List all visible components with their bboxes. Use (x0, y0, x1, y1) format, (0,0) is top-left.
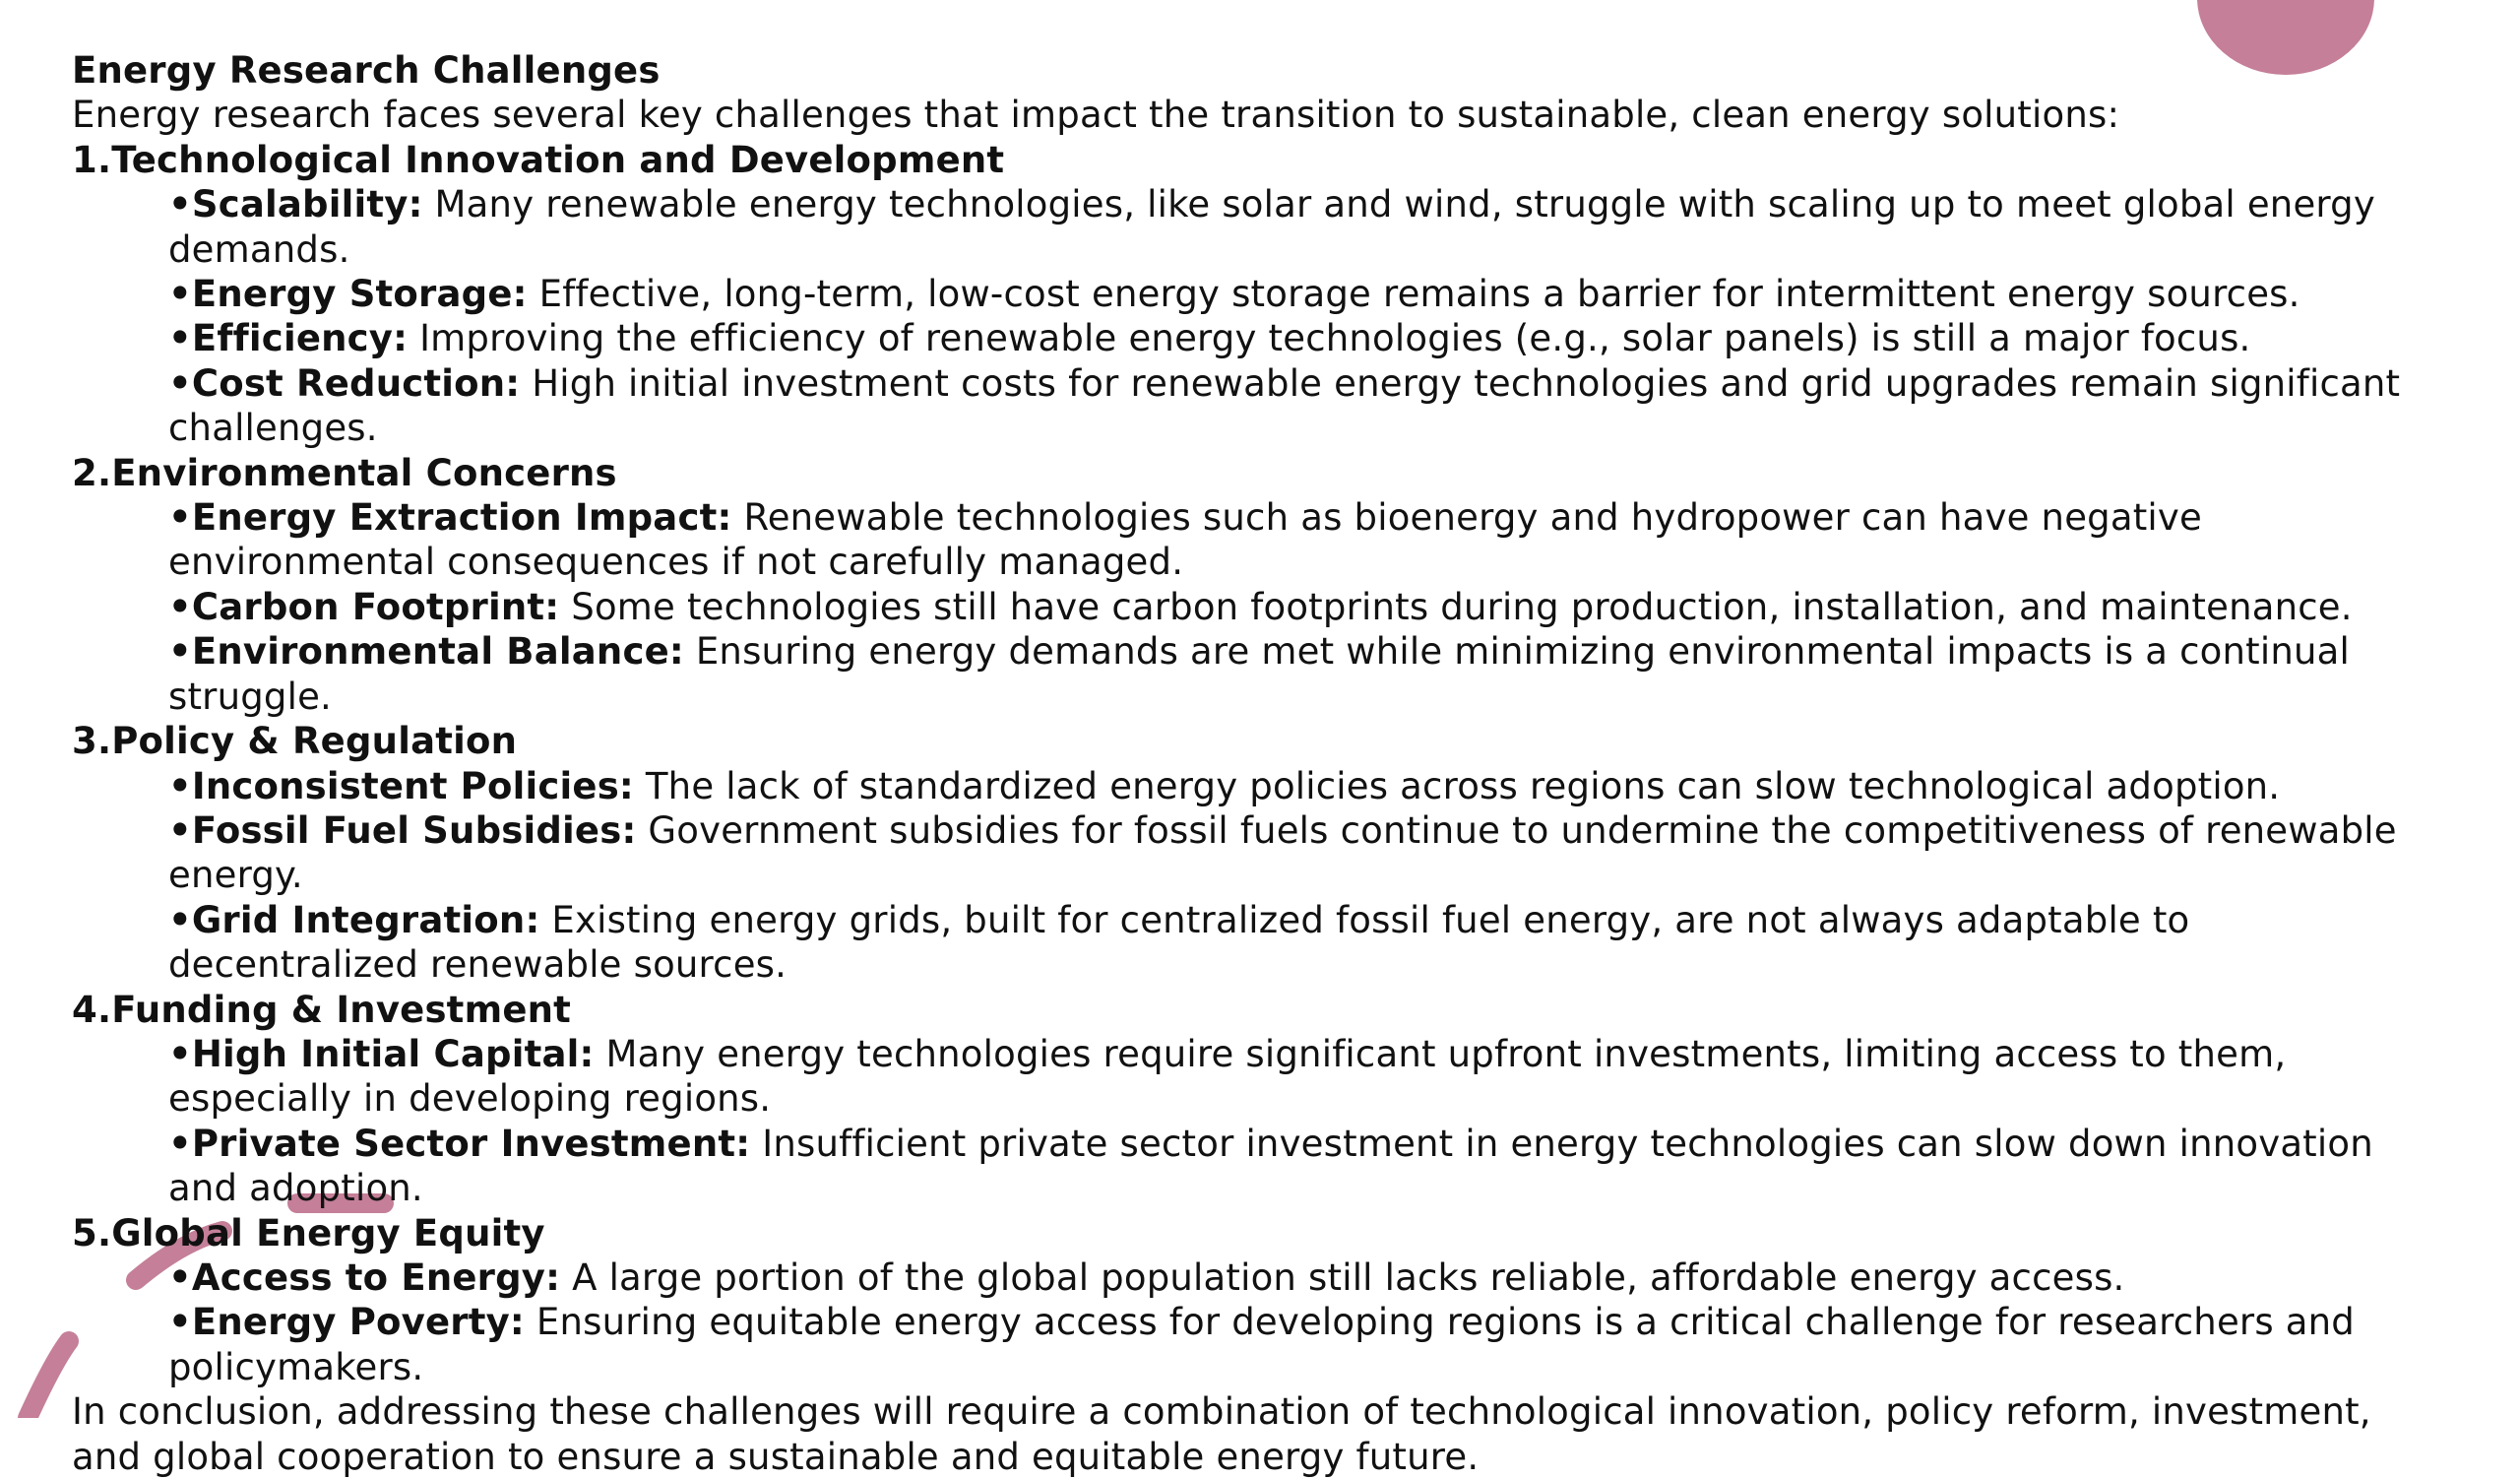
bullet-list (72, 1255, 2415, 1389)
list-item (168, 316, 2415, 360)
list-item (168, 361, 2415, 451)
brush-stroke-lower-left (28, 1341, 69, 1418)
bullet-icon: • (168, 1122, 192, 1165)
list-item (168, 495, 2415, 585)
item-text: A large portion of the global population still lacks reliable, affordable energy access. (560, 1255, 2125, 1299)
bullet-list (72, 182, 2415, 450)
bullet-icon: • (168, 183, 192, 226)
item-label: Energy Poverty: (191, 1301, 525, 1344)
bullet-list (72, 764, 2415, 988)
item-text: Insufficient private sector investment in energy technologies can slow down innovation and adoption. (168, 1122, 2373, 1210)
item-text: Many energy technologies require significant upfront investments, limiting access to them, especially in developing regions. (168, 1032, 2287, 1121)
section-global-energy-equity (72, 1211, 2415, 1390)
item-text: High initial investment costs for renewable energy technologies and grid upgrades remain significant challenges. (168, 361, 2401, 450)
bullet-icon: • (168, 361, 192, 405)
list-item (168, 1122, 2415, 1211)
item-label: Efficiency: (191, 317, 409, 360)
item-text: Improving the efficiency of renewable energy technologies (e.g., solar panels) is still a major focus. (408, 317, 2251, 360)
section-heading: 1.Technological Innovation and Development (72, 138, 1005, 181)
item-label: Carbon Footprint: (191, 585, 560, 628)
list-item (168, 764, 2415, 808)
list-item (168, 629, 2415, 719)
list-item (168, 1300, 2415, 1389)
list-item (168, 585, 2415, 629)
item-label: Scalability: (191, 183, 423, 226)
item-text: Ensuring energy demands are met while minimizing environmental impacts is a continual struggle. (168, 630, 2351, 718)
bullet-list (72, 1032, 2415, 1211)
bullet-icon: • (168, 630, 192, 674)
item-text: Renewable technologies such as bioenergy and hydropower can have negative environmental consequences if not carefully managed. (168, 496, 2202, 584)
conclusion-text: In conclusion, addressing these challenges will require a combination of technological innovation, policy reform, investment, and global cooperation to ensure a sustainable and equitable energy future. (72, 1390, 2371, 1478)
item-label: Cost Reduction: (191, 361, 521, 405)
item-label: Grid Integration: (191, 898, 540, 941)
item-label: Energy Extraction Impact: (191, 496, 732, 540)
list-item (168, 1032, 2415, 1122)
item-label: Access to Energy: (191, 1255, 561, 1299)
item-label: Fossil Fuel Subsidies: (191, 808, 637, 852)
bullet-icon: • (168, 1032, 192, 1075)
section-technological-innovation (72, 138, 2415, 451)
list-item (168, 182, 2415, 272)
section-policy-regulation (72, 719, 2415, 987)
bullet-icon: • (168, 317, 192, 360)
item-text: Effective, long-term, low-cost energy storage remains a barrier for intermittent energy sources. (527, 273, 2300, 316)
item-label: Energy Storage: (191, 273, 528, 316)
section-heading: 4.Funding & Investment (72, 988, 572, 1031)
section-environmental-concerns (72, 451, 2415, 719)
item-label: High Initial Capital: (191, 1032, 595, 1075)
bullet-icon: • (168, 898, 192, 941)
list-item (168, 1255, 2415, 1300)
item-text: Ensuring equitable energy access for developing regions is a critical challenge for researchers and policymakers. (168, 1301, 2355, 1388)
item-text: The lack of standardized energy policies across regions can slow technological adoption. (633, 764, 2281, 807)
bullet-icon: • (168, 1255, 192, 1299)
bullet-icon: • (168, 1301, 192, 1344)
list-item (168, 808, 2415, 898)
section-heading: 2.Environmental Concerns (72, 451, 617, 494)
list-item (168, 898, 2415, 988)
item-label: Private Sector Investment: (191, 1122, 751, 1165)
item-text: Some technologies still have carbon footprints during production, installation, and maintenance. (559, 585, 2353, 628)
slide-title: Energy Research Challenges (72, 49, 661, 92)
slide-content (72, 48, 2415, 1479)
bullet-icon: • (168, 273, 192, 316)
item-label: Inconsistent Policies: (191, 764, 634, 807)
intro-text: Energy research faces several key challenges that impact the transition to sustainable, clean energy solutions: (72, 94, 2120, 137)
bullet-icon: • (168, 764, 192, 807)
item-label: Environmental Balance: (191, 630, 684, 674)
bullet-icon: • (168, 496, 192, 540)
section-heading: 3.Policy & Regulation (72, 720, 518, 763)
bullet-icon: • (168, 808, 192, 852)
item-text: Government subsidies for fossil fuels continue to undermine the competitiveness of renewable energy. (168, 808, 2397, 897)
bullet-list (72, 495, 2415, 719)
section-heading: 5.Global Energy Equity (72, 1211, 545, 1254)
bullet-icon: • (168, 585, 192, 628)
section-funding-investment (72, 988, 2415, 1211)
list-item (168, 272, 2415, 316)
item-text: Many renewable energy technologies, like solar and wind, struggle with scaling up to meet global energy demands. (168, 183, 2375, 271)
item-text: Existing energy grids, built for centralized fossil fuel energy, are not always adaptable to decentralized renewable sources. (168, 898, 2190, 987)
